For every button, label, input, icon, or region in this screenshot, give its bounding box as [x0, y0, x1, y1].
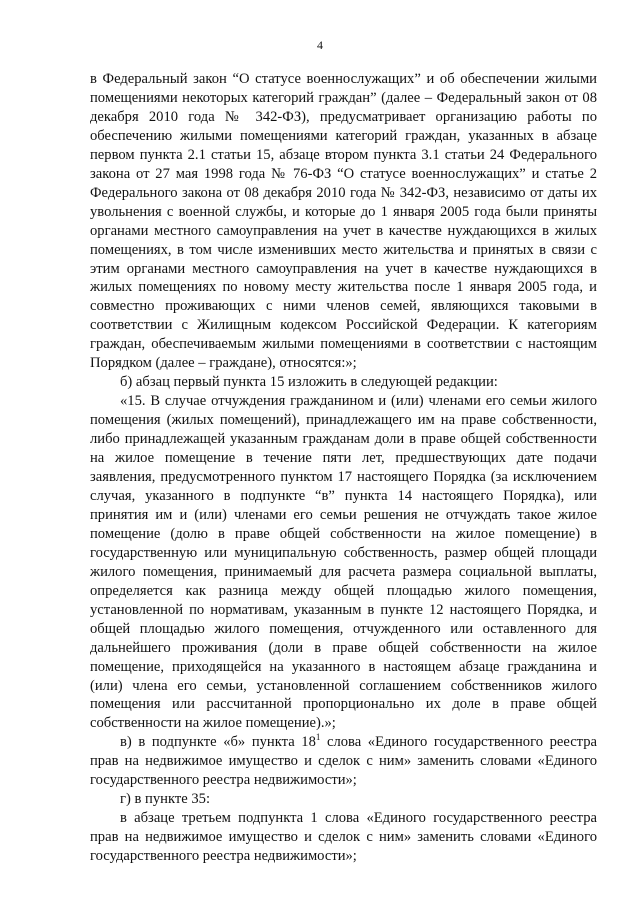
- paragraph-g-text: в абзаце третьем подпункта 1 слова «Единого государственного реестра прав на недвижимое имущество и сделок с ним» заменить словами «Единого государственного реестра недвижимости»;: [90, 810, 597, 865]
- paragraph-federal-law-continuation: в Федеральный закон “О статусе военнослужащих” и об обеспечении жилыми помещениями некоторых категорий граждан” (далее – Федеральный закон от 08 декабря 2010 года № 342-ФЗ), предусматривает организацию работы по обеспечению жилыми помещениями категорий граждан, указанных в абзаце первом пункта 2.1 статьи 15, абзаце втором пункта 3.1 статьи 24 Федерального закона от 27 мая 1998 года № 76-ФЗ “О статусе военнослужащих” и статье 2 Федерального закона от 08 декабря 2010 года № 342-ФЗ, независимо от даты их увольнения с военной службы, и которые до 1 января 2005 года были приняты органами местного самоуправления на учет в качестве нуждающихся в жилых помещениях, в том числе изменивших место жительства и принятых в связи с этим органами местного самоуправления на учет в качестве нуждающихся в жилых помещениях по новому месту жительства после 1 января 2005 года, и совместно проживающих с ними членов семей, являющихся таковыми в соответствии с Жилищным кодексом Российской Федерации. К категориям граждан, обеспечиваемым жилыми помещениями в соответствии с настоящим Порядком (далее – граждане), относятся:»;: [90, 71, 597, 372]
- superscript-index: 1: [315, 732, 321, 743]
- paragraph-v: [90, 733, 597, 790]
- paragraph-b-intro: б) абзац первый пункта 15 изложить в следующей редакции:: [120, 374, 498, 391]
- paragraph-v-end: слова «Единого государственного реестра прав на недвижимое имущество и сделок с ним» заменить словами «Единого государственного реестра недвижимости»;: [90, 734, 598, 789]
- paragraph-v-start: в) в подпункте «б» пункта 18: [120, 734, 316, 751]
- paragraph-g: г) в пункте 35:: [120, 791, 210, 808]
- document-body: [90, 70, 597, 866]
- page-number: 4: [317, 38, 323, 52]
- paragraph-15-quote: «15. В случае отчуждения гражданином и (или) членами его семьи жилого помещения (жилых помещений), принадлежащего им на праве собственности, либо принадлежащей указанным гражданам доли в праве общей собственности на жилое помещение в течение пяти лет, предшествующих дате подачи заявления, предусмотренного пунктом 17 настоящего Порядка (за исключением случая, указанного в подпункте “в” пункта 14 настоящего Порядка), или принятия им и (или) членами его семьи решения не отчуждать такое жилое помещение (долю в праве общей собственности на жилое помещение) в государственную или муниципальную собственность, размер общей площади жилого помещения, принимаемый для расчета размера социальной выплаты, определяется как разница между общей площадью жилого помещения, установленной по нормативам, указанным в пункте 12 настоящего Порядка, и общей площадью жилого помещения, отчужденного или оставленного для дальнейшего проживания (доли в праве общей собственности на жилое помещение, приходящейся на указанного в настоящем абзаце гражданина и (или) члена его семьи, установленной соглашением собственников жилого помещения или рассчитанной пропорционально их доле в праве общей собственности на жилое помещение).»;: [90, 393, 597, 732]
